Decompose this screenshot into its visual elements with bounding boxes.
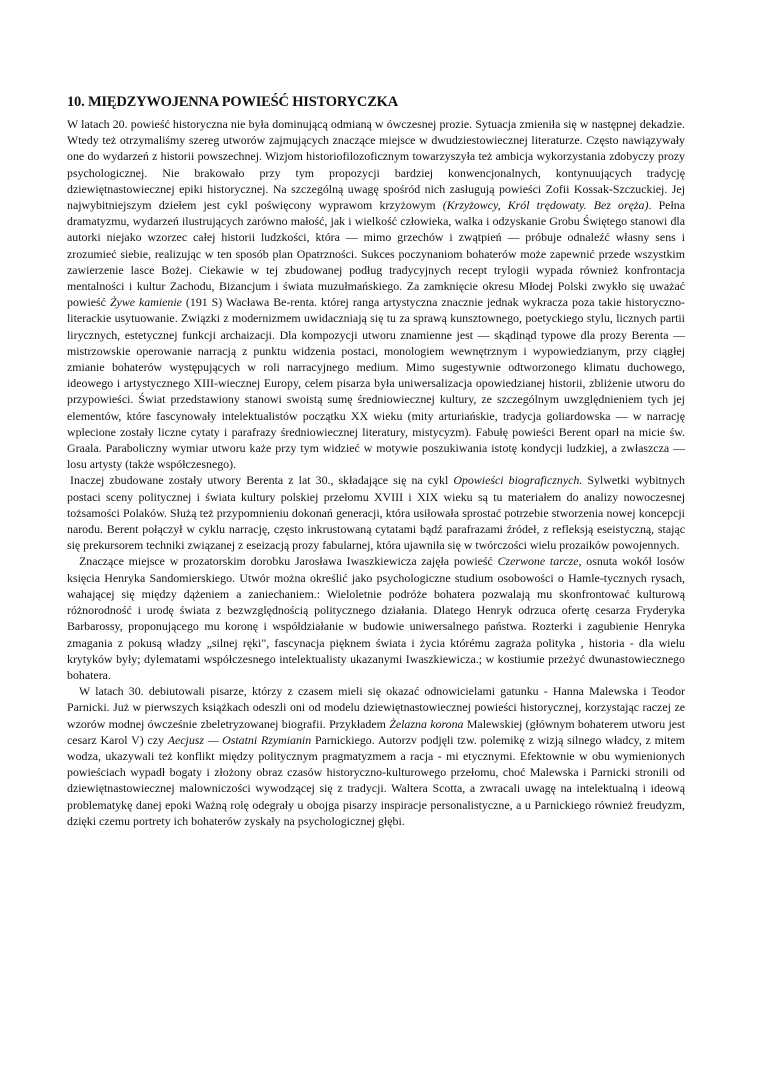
- document-page: [67, 92, 685, 829]
- paragraph-text: Inaczej zbudowane zostały utwory Berenta z lat 30., składające się na cykl: [70, 473, 454, 488]
- paragraph-1: [67, 116, 685, 472]
- paragraph-text: Malewskiej (głównym bohaterem utworu jest cesarz Karol V) czy: [67, 716, 686, 747]
- paragraph-text: Znaczące miejsce w prozatorskim dorobku Jarosława Iwaszkiewicza zajęła powieść: [79, 554, 498, 569]
- paragraph-italic-title: Czerwone tarcze,: [497, 554, 582, 569]
- paragraph-text: Parnickiego. Autorzv podjęli tzw. polemikę z wizją silnego władcy, z mitem wodza, ukazywali też konflikt między politycznym pragmatyzmem a racja - mi etycznymi. Efektownie w obu wymienionych powieściach wypadł bogaty i złożony obraz czasów historyczno-kulturowego przełomu, choć Malewska i Parnicki stronili od dziewiętnastowiecznej malowniczości wywodzącej się z tradycji. Waltera Scotta, a zwracali uwagę na intelektualną i ideową problematykę danej epoki Ważną rolę odegrały u obojga pisarzy inspiracje personalistyczne, a u Parnickiego również freudyzm, dzięki czemu portrety ich bohaterów zyskały na psychologicznej głębi.: [67, 732, 685, 828]
- paragraph-3: [67, 553, 685, 683]
- paragraph-italic-title: Żelazna korona: [389, 716, 464, 731]
- paragraph-text: W latach 30. debiutowali pisarze, którzy z czasem mieli się okazać odnowicielami gatunku - Hanna Malewska i Teodor Parnicki. Już w pierwszych książkach odeszli oni od modelu dziewiętnastowiecznej powieści historycznej, korzystając raczej ze wzorów modnej ówcześnie zbeletryzowanej biografii. Przykładem: [67, 684, 685, 731]
- paragraph-text: . Pełna dramatyzmu, wydarzeń ilustrujących zarówno małość, jak i wielkość człowieka, walka i odzyskanie Grobu Świętego stanowi dla autorki niejako wzorzec całej historii ludzkości, która — mimo grzechów i zwątpień — próbuje odnaleźć własny sens i zrozumieć siebie, realizując w ten sposób plan Opatrzności. Sukces poczynaniom bohaterów może zapewnić przede wszystkim zawierzenie lasce Bożej. Ciekawie w tej zbudowanej podług tradycyjnych recept trylogii wypada również konfrontacja mentalności i kultur Zachodu, Bizancjum i świata muzułmańskiego. Za zamknięcie okresu Młodej Polski zwykło się uważać powieść: [67, 198, 685, 310]
- section-heading: 10. MIĘDZYWOJENNA POWIEŚĆ HISTORYCZKA: [67, 94, 399, 110]
- paragraph-text: W latach 20. powieść historyczna nie była dominującą odmianą w ówczesnej prozie. Sytuacja zmieniła się w następnej dekadzie. Wtedy też otrzymaliśmy szereg utworów zajmujących znaczące miejsce w dwudziestowiecznej literaturze. Często nawiązywały one do wydarzeń z historii powszechnej. Wizjom historiofilozoficznym towarzyszyła też ambicja wykorzystania zdobyczy prozy psychologicznej. Nie brakowało przy tym propozycji bardziej konwencjonalnych, kontynuujących tradycję dziewiętnastowiecznej epiki historycznej. Na szczególną uwagę spośród nich zasługują powieści Zofii Kossak-Szczuckiej. Jej najwybitniejszym dziełem jest cykl poświęcony wyprawom krzyżowym: [67, 117, 685, 213]
- paragraph-italic-title: Aecjusz — Ostatni Rzymianin: [167, 732, 312, 747]
- paragraph-italic-title: (Krzyżowcy, Król trędowaty. Bez oręża): [442, 198, 649, 213]
- paragraph-text: osnuta wokół losów księcia Henryka Sandomierskiego. Utwór można określić jako psychologiczne studium osobowości o Hamle-tycznych rysach, wahającej się między dążeniem a zaniechaniem.: Wieloletnie podróże bohatera pozwalają mu skonfrontować kulturową różnorodność i urodę świata z bezwzględnością politycznego działania. Dlatego Henryk odrzuca ofertę cesarza Fryderyka Barbarossy, proponującego mu koronę i współdziałanie w budowie uniwersalnego państwa. Rozterki i zagubienie Henryka zmagania z pokusą władzy „silnej ręki", fascynacja pięknem świata i życia którému zagraża polityka , historia - dla wielu krytyków były; dylematami współczesnego intelektualisty ukazanymi Iwaszkiewicza.; w kostiumie przeżyć dwunastowiecznego bohatera.: [67, 554, 685, 682]
- paragraph-2: [67, 472, 685, 553]
- paragraph-text: Sylwetki wybitnych postaci sceny politycznej i świata kultury polskiej przełomu XVIII i XIX wieku są tu materiałem do analizy nowoczesnej tożsamości Polaków. Służą też przypomnieniu dokonań generacji, która usiłowała sprostać potrzebie stworzenia nowej koncepcji narodu. Berent połączył w cyklu narrację, często inkrustowaną cytatami bądź parafrazami źródeł, z refleksją eseistyczną, stając się prekursorem techniki związanej z eseizacją prozy fabularnej, która ujawniła się w twórczości wielu prozaików powojennych.: [67, 473, 685, 553]
- paragraph-italic-title: Żywe kamienie: [109, 295, 182, 310]
- paragraph-4: [67, 683, 685, 829]
- paragraph-text: (191 S) Wacława Be-renta. której ranga artystyczna znacznie jednak wykracza poza takie historyczno-literackie usytuowanie. Związki z modernizmem uwidaczniają się tu za sprawą kunsztownego, poetyckiego stylu, licznych partii lirycznych, estetycznej funkcji archaizacji. Dla kompozycji utworu znamienne jest — skądinąd typowe dla prozy Berenta — mistrzowskie operowanie narracją z punktu widzenia postaci, monologiem wewnętrznym i wypowiedzianym, przy ciągłej zmianie bohaterów występujących w roli narracyjnego medium. Mimo sugestywnie odtworzonego klimatu duchowego, ideowego i artystycznego XIII-wiecznej Europy, celem pisarza była uniwersalizacja opowiedzianej historii, zbliżenie utworu do przypowieści. Świat przedstawiony stanowi swoistą sumę średniowiecznej kultury, ze szczególnym uwzględnieniem tych jej elementów, które fascynowały intelektualistów początku XX wieku (mity arturiańskie, tradycja goliardowska — w narrację wplecione zostały liczne cytaty i parafrazy średniowiecznej literatury, mistycyzm). Fabułę powieści Berent oparł na micie św. Graala. Paraboliczny wymiar utworu każe przy tym widzieć w motywie poszukiwania istotę kondycji ludzkiej, a zwłaszcza — losu artysty (także współczesnego).: [67, 295, 685, 472]
- paragraph-italic-title: Opowieści biograficznych.: [453, 473, 583, 488]
